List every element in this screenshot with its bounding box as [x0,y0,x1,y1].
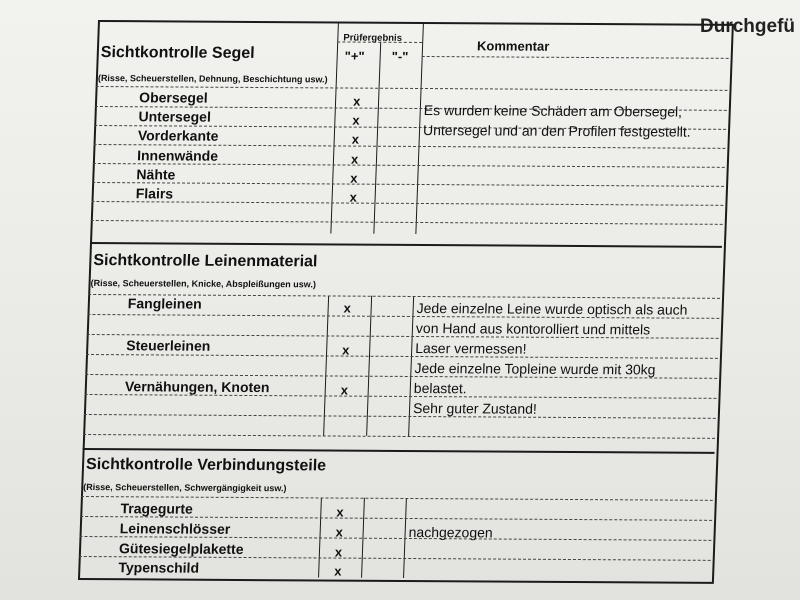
comment-line: Laser vermessen! [414,340,527,357]
item-label: Vorderkante [137,127,219,144]
item-label: Tragegurte [120,500,194,517]
minus-column-header: "-" [391,48,409,64]
pruefergebnis-header: Prüfergebnis [343,32,403,44]
item-label: Typenschild [118,559,200,576]
check-mark: x [340,382,349,398]
comment-line: Untersegel und an den Profilen festgestellt. [422,122,692,140]
check-mark: x [341,342,350,358]
check-mark: x [334,563,342,579]
check-mark: x [336,504,344,520]
item-label: Nähte [136,166,176,183]
plus-column-header: "+" [344,48,365,64]
section-title: Sichtkontrolle Segel [100,44,255,62]
page-header-title: Durchgefü [700,16,795,37]
check-mark: x [351,131,360,147]
check-mark: x [334,544,343,560]
check-mark: x [352,112,360,128]
item-label: Untersegel [138,108,212,125]
item-label: Steuerleinen [126,337,211,354]
check-mark: x [335,524,344,540]
section-subtitle: (Risse, Scheuerstellen, Dehnung, Beschichtung usw.) [97,73,328,85]
section-subtitle: (Risse, Scheuerstellen, Knicke, Abspleißungen usw.) [90,278,317,290]
check-mark: x [349,189,358,205]
item-label: Gütesiegelplakette [118,540,244,557]
check-mark: x [352,93,361,109]
item-label: Vernähungen, Knoten [124,378,270,396]
check-mark: x [350,170,358,186]
item-label: Leinenschlösser [119,520,231,537]
comment-line: belastet. [413,380,468,397]
check-mark: x [350,151,359,167]
comment-line: Sehr guter Zustand! [412,400,538,417]
section-subtitle: (Risse, Scheuerstellen, Schwergängigkeit usw.) [83,482,287,494]
inspection-form [78,20,734,584]
comment-line: Jede einzelne Leine wurde optisch als auch [416,300,688,318]
comment-line: nachgezogen [408,524,494,541]
section-title: Sichtkontrolle Verbindungsteile [85,456,327,475]
section-title: Sichtkontrolle Leinenmaterial [93,252,318,271]
item-label: Flairs [135,185,174,202]
item-label: Fangleinen [127,295,203,312]
check-mark: x [343,300,352,316]
item-label: Obersegel [138,89,208,106]
comment-line: von Hand aus kontorolliert und mittels [415,320,651,338]
comment-line: Es wurden keine Schäden am Obersegel, [423,102,683,120]
item-label: Innenwände [136,147,219,164]
comment-line: Jede einzelne Topleine wurde mit 30kg [414,360,656,378]
kommentar-header: Kommentar [476,38,550,54]
